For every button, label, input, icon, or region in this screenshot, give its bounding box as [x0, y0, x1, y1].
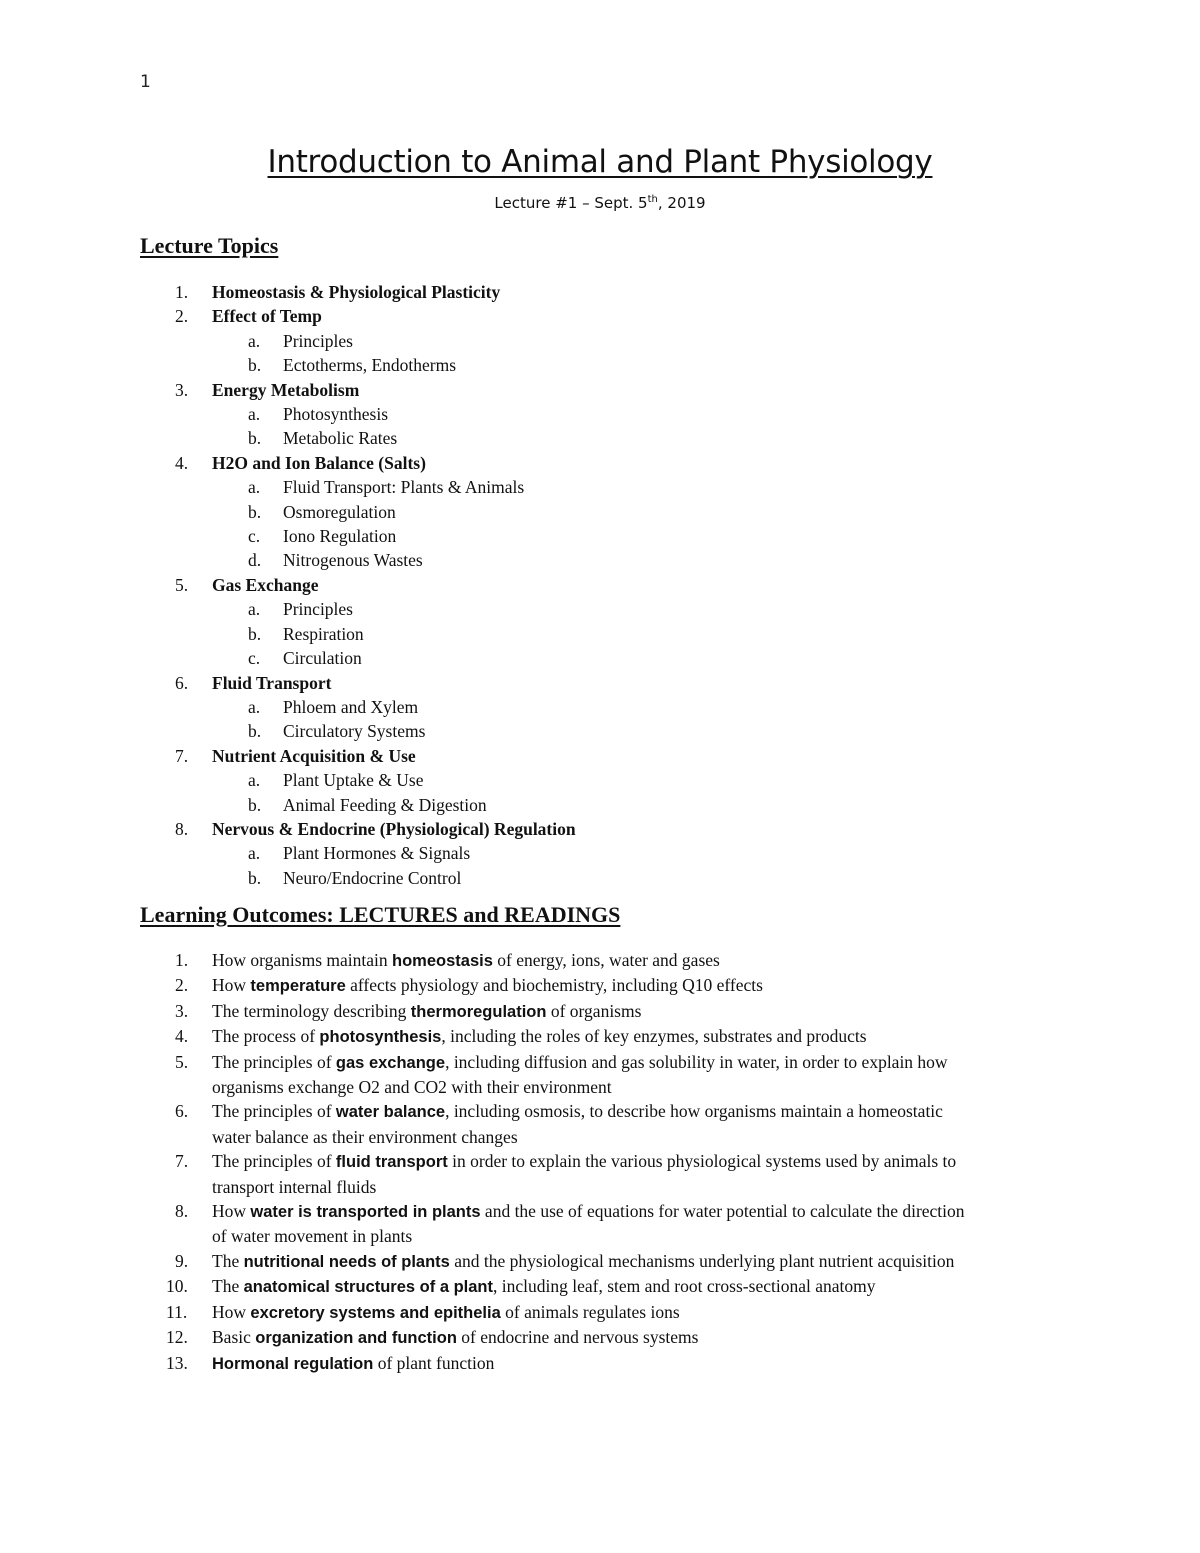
subtopic-letter: b.: [248, 721, 262, 742]
subtopic-item: [212, 548, 1100, 572]
outcome-text: The terminology describing: [212, 1000, 411, 1021]
subtopic-item: [212, 524, 1100, 548]
subtopic-letter: b.: [248, 623, 262, 644]
outcome-number: 11.: [166, 1301, 188, 1322]
outcome-text: water balance as their environment changes: [212, 1126, 518, 1147]
subtopic-text: Fluid Transport: Plants & Animals: [283, 477, 525, 498]
outcome-text: in order to explain the various physiological systems used by animals to: [447, 1151, 957, 1172]
subtopic-list: [212, 329, 1100, 378]
outcome-text: organisms exchange O2 and CO2 with their environment: [212, 1077, 612, 1098]
subtopic-letter: b.: [248, 355, 262, 376]
topic-item: [140, 817, 1100, 890]
topic-number: 3.: [175, 379, 189, 400]
outcome-number: 3.: [175, 1000, 189, 1021]
outcome-line: [212, 1125, 1060, 1149]
outcome-text: The principles of: [212, 1101, 336, 1122]
outcome-text: , including osmosis, to describe how organisms maintain a homeostatic: [445, 1101, 943, 1122]
subtopic-text: Photosynthesis: [283, 404, 389, 425]
outcome-number: 2.: [175, 975, 189, 996]
lecture-topics-heading: Lecture Topics: [140, 233, 279, 258]
outcome-text: The principles of: [212, 1151, 336, 1172]
subtitle-prefix: Lecture #1 – Sept. 5: [494, 194, 648, 212]
topic-number: 7.: [175, 745, 189, 766]
subtitle-suffix: , 2019: [657, 194, 706, 212]
outcome-key-term: homeostasis: [392, 952, 493, 970]
lecture-topics-list: [140, 280, 1100, 890]
outcome-item: [140, 1300, 1060, 1325]
topic-number: 5.: [175, 574, 189, 595]
outcome-key-term: water is transported in plants: [250, 1203, 481, 1222]
outcome-line: [212, 1300, 1060, 1325]
outcome-number: 7.: [175, 1151, 189, 1172]
outcome-text: of animals regulates ions: [500, 1301, 680, 1322]
topic-item: [140, 280, 1100, 304]
topic-item: [140, 744, 1100, 817]
outcome-text: Basic: [212, 1327, 256, 1348]
outcome-number: 6.: [175, 1101, 189, 1122]
subtopic-text: Plant Hormones & Signals: [283, 843, 471, 864]
topic-label: Gas Exchange: [212, 574, 319, 595]
topic-item: [140, 451, 1100, 573]
subtopic-letter: b.: [248, 428, 262, 449]
subtopic-text: Nitrogenous Wastes: [283, 550, 423, 571]
subtopic-letter: a.: [248, 477, 261, 498]
subtopic-text: Circulatory Systems: [283, 721, 426, 742]
topic-number: 2.: [175, 306, 189, 327]
subtopic-letter: d.: [248, 550, 262, 571]
learning-outcomes-heading: Learning Outcomes: LECTURES and READINGS: [140, 902, 621, 927]
outcome-line: [212, 1050, 1060, 1075]
topic-label: Nervous & Endocrine (Physiological) Regulation: [212, 818, 576, 839]
subtopic-list: [212, 695, 1100, 744]
outcome-line: [212, 1351, 1060, 1376]
subtopic-list: [212, 841, 1100, 890]
subtopic-item: [212, 402, 1100, 426]
outcome-line: [212, 1149, 1060, 1174]
outcome-key-term: anatomical structures of a plant: [243, 1278, 493, 1297]
outcome-key-term: Hormonal regulation: [212, 1354, 374, 1373]
subtopic-letter: b.: [248, 867, 262, 888]
outcome-item: [140, 948, 1060, 973]
subtopic-letter: a.: [248, 770, 261, 791]
subtopic-letter: a.: [248, 843, 261, 864]
outcome-text: The: [212, 1250, 244, 1271]
topic-label: Homeostasis & Physiological Plasticity: [212, 282, 501, 302]
outcome-line: [212, 973, 1060, 998]
subtopic-list: [212, 402, 1100, 451]
subtopic-list: [212, 475, 1100, 573]
outcome-line: [212, 1075, 1060, 1099]
outcome-text: of plant function: [373, 1352, 495, 1373]
outcome-line: [212, 1274, 1060, 1299]
topic-item: [140, 378, 1100, 451]
lecture-subtitle: [0, 194, 1200, 212]
outcome-line: [212, 1249, 1060, 1274]
outcome-text: and the use of equations for water potential to calculate the direction: [480, 1201, 965, 1222]
outcome-item: [140, 1325, 1060, 1350]
outcome-text: and the physiological mechanisms underlying plant nutrient acquisition: [449, 1250, 955, 1271]
outcome-text: of water movement in plants: [212, 1226, 413, 1247]
subtopic-item: [212, 866, 1100, 890]
outcome-item: [140, 1274, 1060, 1299]
outcome-text: of energy, ions, water and gases: [492, 950, 720, 970]
subtopic-text: Neuro/Endocrine Control: [283, 867, 462, 888]
topic-label: H2O and Ion Balance (Salts): [212, 452, 426, 473]
outcome-text: , including diffusion and gas solubility in water, in order to explain how: [445, 1051, 948, 1072]
topic-item: [140, 304, 1100, 377]
outcome-key-term: gas exchange: [335, 1053, 446, 1072]
subtopic-letter: c.: [248, 526, 261, 547]
outcome-key-term: excretory systems and epithelia: [250, 1303, 501, 1322]
outcome-text: The process of: [212, 1026, 320, 1047]
outcome-line: [212, 1099, 1060, 1124]
subtopic-letter: b.: [248, 501, 262, 522]
subtopic-text: Iono Regulation: [283, 526, 397, 547]
outcome-item: [140, 1024, 1060, 1049]
subtopic-letter: a.: [248, 330, 261, 351]
subtopic-item: [212, 597, 1100, 621]
topic-number: 8.: [175, 818, 189, 839]
topic-number: 1.: [175, 282, 189, 302]
topic-item: [140, 671, 1100, 744]
outcome-item: [140, 1351, 1060, 1376]
outcome-key-term: photosynthesis: [319, 1028, 442, 1047]
page-number: 1: [140, 72, 151, 92]
outcome-text: How organisms maintain: [212, 950, 393, 970]
outcome-item: [140, 1199, 1060, 1249]
outcome-key-term: nutritional needs of plants: [243, 1252, 450, 1271]
outcome-text: , including the roles of key enzymes, substrates and products: [441, 1026, 867, 1047]
outcome-number: 1.: [175, 950, 189, 970]
outcome-item: [140, 1099, 1060, 1149]
subtopic-item: [212, 475, 1100, 499]
subtopic-item: [212, 646, 1100, 670]
outcome-number: 4.: [175, 1026, 189, 1047]
outcome-text: transport internal fluids: [212, 1176, 377, 1197]
topic-number: 6.: [175, 672, 189, 693]
learning-outcomes-list: [140, 948, 1060, 1376]
outcome-number: 9.: [175, 1250, 189, 1271]
subtopic-item: [212, 793, 1100, 817]
outcome-number: 10.: [166, 1276, 188, 1297]
subtopic-text: Osmoregulation: [283, 501, 396, 522]
outcome-number: 13.: [166, 1352, 188, 1373]
outcome-text: of endocrine and nervous systems: [456, 1327, 699, 1348]
subtopic-text: Metabolic Rates: [283, 428, 398, 449]
topic-label: Nutrient Acquisition & Use: [212, 745, 416, 766]
outcome-text: How: [212, 1301, 251, 1322]
outcome-item: [140, 1149, 1060, 1199]
outcome-key-term: temperature: [250, 977, 346, 996]
subtopic-item: [212, 426, 1100, 450]
outcome-number: 8.: [175, 1201, 189, 1222]
outcome-text: How: [212, 1201, 251, 1222]
outcome-key-term: thermoregulation: [410, 1002, 547, 1021]
document-title: Introduction to Animal and Plant Physiology: [267, 144, 933, 180]
outcome-number: 12.: [166, 1327, 188, 1348]
outcome-text: , including leaf, stem and root cross-sectional anatomy: [493, 1276, 876, 1297]
outcome-line: [212, 1325, 1060, 1350]
subtopic-letter: a.: [248, 599, 261, 620]
outcome-item: [140, 1249, 1060, 1274]
topic-item: [140, 573, 1100, 671]
subtopic-item: [212, 500, 1100, 524]
subtopic-letter: a.: [248, 404, 261, 425]
topic-number: 4.: [175, 452, 189, 473]
outcome-key-term: organization and function: [255, 1329, 457, 1348]
outcome-line: [212, 999, 1060, 1024]
subtopic-letter: b.: [248, 794, 262, 815]
subtopic-text: Respiration: [283, 623, 364, 644]
outcome-line: [212, 1224, 1060, 1248]
subtopic-text: Circulation: [283, 648, 362, 669]
subtopic-text: Principles: [283, 330, 353, 351]
outcome-item: [140, 1050, 1060, 1100]
outcome-key-term: water balance: [335, 1103, 446, 1122]
subtopic-item: [212, 353, 1100, 377]
subtopic-text: Principles: [283, 599, 353, 620]
outcome-text: How: [212, 975, 251, 996]
outcome-line: [212, 948, 1060, 973]
subtopic-item: [212, 841, 1100, 865]
outcome-text: The principles of: [212, 1051, 336, 1072]
outcome-line: [212, 1175, 1060, 1199]
subtopic-text: Ectotherms, Endotherms: [283, 355, 457, 376]
outcome-text: The: [212, 1276, 244, 1297]
topic-label: Effect of Temp: [212, 306, 322, 327]
outcome-line: [212, 1199, 1060, 1224]
subtopic-text: Plant Uptake & Use: [283, 770, 424, 791]
subtopic-item: [212, 622, 1100, 646]
outcome-line: [212, 1024, 1060, 1049]
outcome-text: of organisms: [546, 1000, 642, 1021]
outcome-item: [140, 973, 1060, 998]
outcome-item: [140, 999, 1060, 1024]
subtopic-item: [212, 329, 1100, 353]
subtopic-list: [212, 597, 1100, 670]
topic-label: Fluid Transport: [212, 672, 332, 693]
subtopic-letter: c.: [248, 648, 261, 669]
subtopic-item: [212, 719, 1100, 743]
subtopic-item: [212, 768, 1100, 792]
subtopic-letter: a.: [248, 696, 261, 717]
subtopic-text: Animal Feeding & Digestion: [283, 794, 487, 815]
outcome-key-term: fluid transport: [335, 1153, 448, 1172]
topic-label: Energy Metabolism: [212, 379, 360, 400]
subtopic-list: [212, 768, 1100, 817]
outcome-number: 5.: [175, 1051, 189, 1072]
outcome-text: affects physiology and biochemistry, including Q10 effects: [345, 975, 763, 996]
subtopic-text: Phloem and Xylem: [283, 696, 419, 717]
subtitle-superscript: th: [647, 194, 658, 205]
subtopic-item: [212, 695, 1100, 719]
